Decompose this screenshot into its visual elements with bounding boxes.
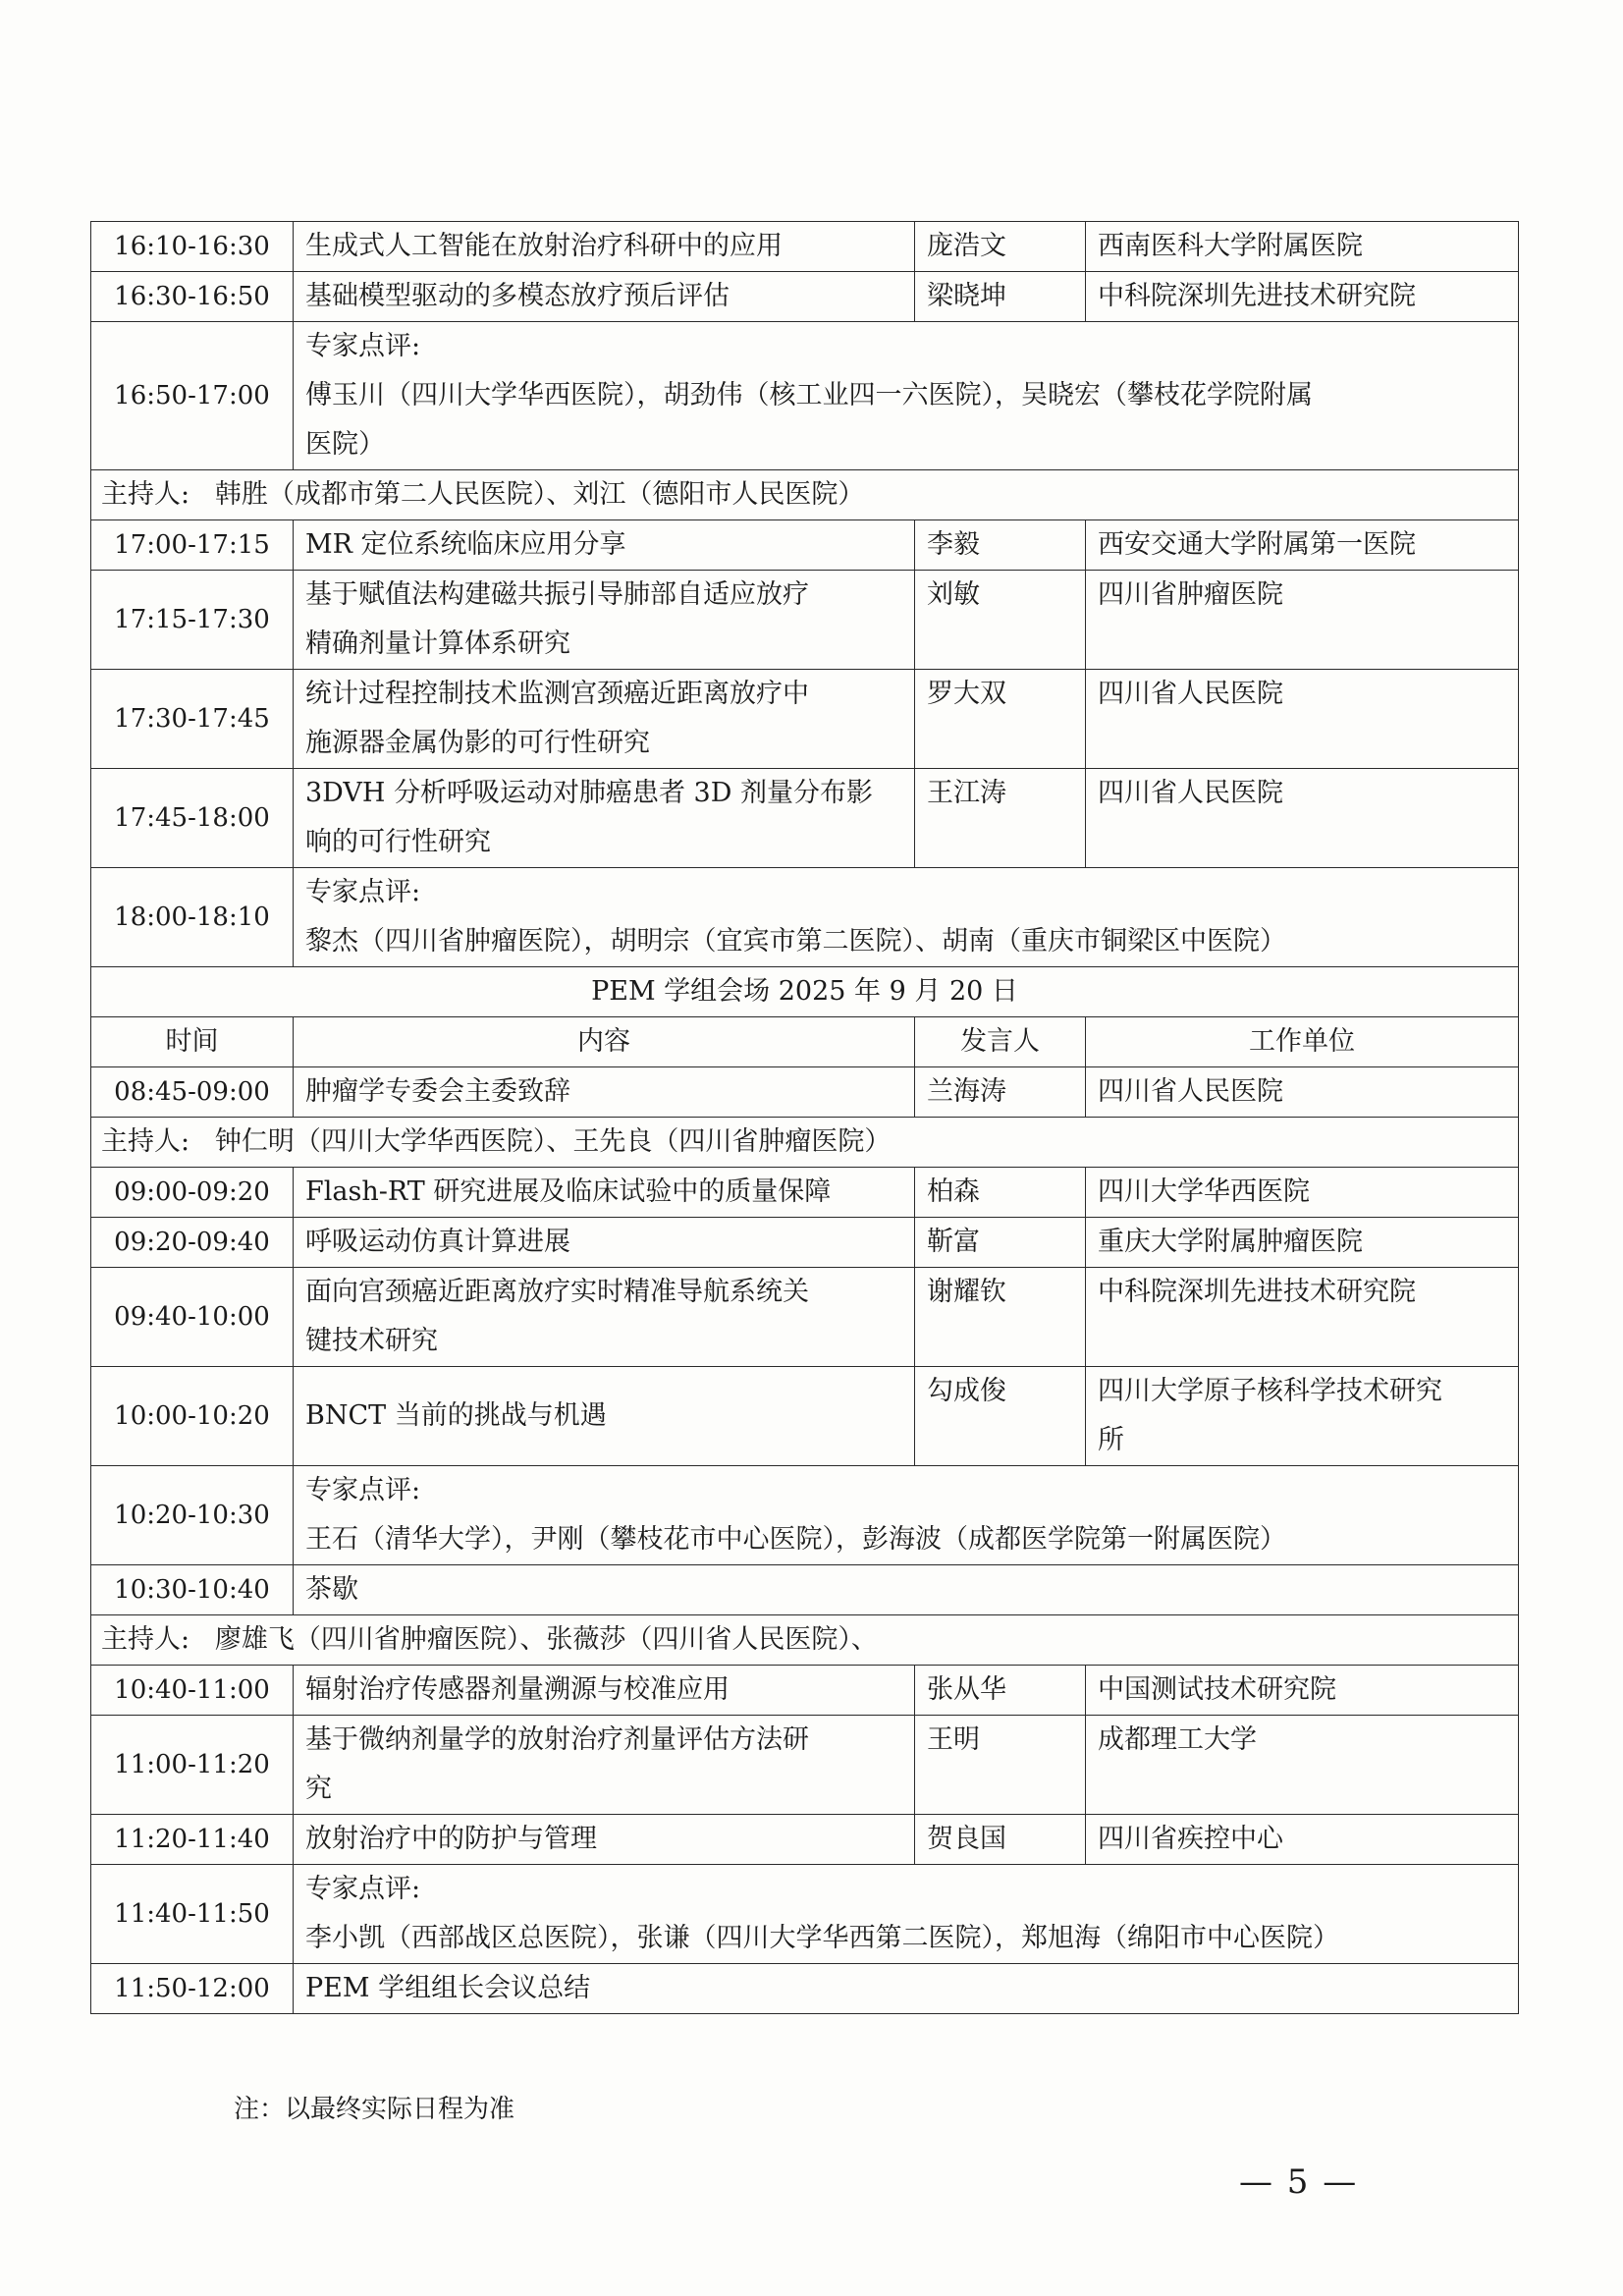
time-cell: 09:20-09:40: [91, 1218, 294, 1268]
schedule-row: [91, 322, 1519, 470]
content-cell: [294, 1815, 915, 1865]
review-line: 王石（清华大学），尹刚（攀枝花市中心医院），彭海波（成都医学院第一附属医院）: [305, 1524, 1286, 1555]
org-line: 四川省人民医院: [1098, 778, 1283, 808]
footnote: 注：以最终实际日程为准: [234, 2095, 515, 2124]
content-line: 面向宫颈癌近距离放疗实时精准导航系统关: [305, 1277, 809, 1307]
org-cell: [1086, 1815, 1519, 1865]
content-line: 施源器金属伪影的可行性研究: [305, 728, 650, 758]
schedule-row: [91, 1565, 1519, 1615]
page-number: — 5 —: [1239, 2162, 1359, 2202]
schedule-row: [91, 470, 1519, 520]
host-cell: 主持人: 廖雄飞（四川省肿瘤医院）、张薇莎（四川省人民医院）、: [91, 1615, 1519, 1666]
content-cell: [294, 1268, 915, 1367]
column-header: 时间: [91, 1017, 294, 1067]
org-cell: [1086, 1367, 1519, 1466]
content-cell: [294, 1218, 915, 1268]
review-line: 黎杰（四川省肿瘤医院），胡明宗（宜宾市第二医院）、胡南（重庆市铜梁区中医院）: [305, 926, 1286, 957]
speaker-cell: 张从华: [915, 1666, 1086, 1716]
column-header: 工作单位: [1086, 1017, 1519, 1067]
review-cell: [294, 322, 1519, 470]
content-line: 3DVH 分析呼吸运动对肺癌患者 3D 剂量分布影: [305, 778, 873, 808]
org-line: 中国测试技术研究院: [1098, 1674, 1336, 1705]
speaker-cell: 罗大双: [915, 670, 1086, 769]
schedule-row: [91, 520, 1519, 571]
content-line: 放射治疗中的防护与管理: [305, 1824, 597, 1854]
review-cell: [294, 868, 1519, 967]
review-line: 专家点评:: [305, 1874, 421, 1904]
speaker-cell: 王明: [915, 1716, 1086, 1815]
content-line: 精确剂量计算体系研究: [305, 629, 570, 659]
content-cell: [294, 1067, 915, 1118]
content-line: 辐射治疗传感器剂量溯源与校准应用: [305, 1674, 730, 1705]
time-cell: 11:00-11:20: [91, 1716, 294, 1815]
schedule-row: [91, 670, 1519, 769]
org-line: 重庆大学附属肿瘤医院: [1098, 1227, 1363, 1257]
schedule-row: [91, 1168, 1519, 1218]
schedule-body: [91, 222, 1519, 2014]
content-cell: [294, 1168, 915, 1218]
time-cell: 09:40-10:00: [91, 1268, 294, 1367]
org-line: 中科院深圳先进技术研究院: [1098, 1277, 1416, 1307]
schedule-row: [91, 967, 1519, 1017]
time-cell: 10:40-11:00: [91, 1666, 294, 1716]
org-line: 西南医科大学附属医院: [1098, 231, 1363, 261]
org-cell: [1086, 769, 1519, 868]
speaker-cell: 庞浩文: [915, 222, 1086, 272]
org-cell: [1086, 1067, 1519, 1118]
org-line: 四川省人民医院: [1098, 679, 1283, 709]
content-line: 基于赋值法构建磁共振引导肺部自适应放疗: [305, 579, 809, 610]
content-cell: [294, 222, 915, 272]
content-line: 键技术研究: [305, 1326, 438, 1356]
host-cell: 主持人: 韩胜（成都市第二人民医院）、刘江（德阳市人民医院）: [91, 470, 1519, 520]
schedule-row: [91, 1367, 1519, 1466]
speaker-cell: 梁晓坤: [915, 272, 1086, 322]
schedule-row: [91, 272, 1519, 322]
org-cell: [1086, 520, 1519, 571]
content-line: 究: [305, 1774, 332, 1804]
time-cell: 11:50-12:00: [91, 1964, 294, 2014]
org-cell: [1086, 1218, 1519, 1268]
content-cell: [294, 670, 915, 769]
content-cell: [294, 769, 915, 868]
schedule-row: [91, 868, 1519, 967]
schedule-row: [91, 1118, 1519, 1168]
time-cell: 17:30-17:45: [91, 670, 294, 769]
content-cell: [294, 520, 915, 571]
content-line: 生成式人工智能在放射治疗科研中的应用: [305, 231, 783, 261]
schedule-row: [91, 1716, 1519, 1815]
column-header: 发言人: [915, 1017, 1086, 1067]
org-line: 成都理工大学: [1098, 1724, 1257, 1755]
content-cell: [294, 571, 915, 670]
speaker-cell: 兰海涛: [915, 1067, 1086, 1118]
schedule-row: [91, 1017, 1519, 1067]
speaker-cell: 刘敏: [915, 571, 1086, 670]
review-line: 专家点评:: [305, 331, 421, 361]
content-cell: [294, 1716, 915, 1815]
review-line: 李小凯（西部战区总医院），张谦（四川大学华西第二医院），郑旭海（绵阳市中心医院）: [305, 1923, 1339, 1953]
speaker-cell: 靳富: [915, 1218, 1086, 1268]
org-line: 四川省肿瘤医院: [1098, 579, 1283, 610]
content-cell: [294, 272, 915, 322]
content-line: 基础模型驱动的多模态放疗预后评估: [305, 281, 730, 311]
review-cell: [294, 1466, 1519, 1565]
break-cell: 茶歇: [294, 1565, 1519, 1615]
content-line: MR 定位系统临床应用分享: [305, 529, 626, 560]
section-title: PEM 学组会场 2025 年 9 月 20 日: [91, 967, 1519, 1017]
review-line: 专家点评:: [305, 877, 421, 907]
speaker-cell: 李毅: [915, 520, 1086, 571]
break-cell: PEM 学组组长会议总结: [294, 1964, 1519, 2014]
org-cell: [1086, 670, 1519, 769]
time-cell: 16:30-16:50: [91, 272, 294, 322]
org-cell: [1086, 1716, 1519, 1815]
time-cell: 17:00-17:15: [91, 520, 294, 571]
column-header: 内容: [294, 1017, 915, 1067]
org-cell: [1086, 1168, 1519, 1218]
schedule-row: [91, 222, 1519, 272]
schedule-row: [91, 1615, 1519, 1666]
speaker-cell: 柏森: [915, 1168, 1086, 1218]
schedule-row: [91, 769, 1519, 868]
schedule-row: [91, 1865, 1519, 1964]
org-line: 四川大学华西医院: [1098, 1176, 1310, 1207]
content-line: Flash-RT 研究进展及临床试验中的质量保障: [305, 1176, 832, 1207]
content-line: 呼吸运动仿真计算进展: [305, 1227, 570, 1257]
time-cell: 10:20-10:30: [91, 1466, 294, 1565]
time-cell: 18:00-18:10: [91, 868, 294, 967]
time-cell: 10:00-10:20: [91, 1367, 294, 1466]
content-cell: [294, 1367, 915, 1466]
time-cell: 10:30-10:40: [91, 1565, 294, 1615]
org-line: 所: [1098, 1425, 1124, 1455]
org-line: 四川省人民医院: [1098, 1076, 1283, 1107]
review-line: 专家点评:: [305, 1475, 421, 1505]
content-cell: [294, 1666, 915, 1716]
schedule-row: [91, 1218, 1519, 1268]
content-line: 肿瘤学专委会主委致辞: [305, 1076, 570, 1107]
org-line: 四川省疾控中心: [1098, 1824, 1283, 1854]
org-cell: [1086, 1268, 1519, 1367]
content-line: 响的可行性研究: [305, 827, 491, 857]
review-line: 傅玉川（四川大学华西医院），胡劲伟（核工业四一六医院），吴晓宏（攀枝花学院附属: [305, 380, 1313, 410]
time-cell: 17:45-18:00: [91, 769, 294, 868]
time-cell: 11:40-11:50: [91, 1865, 294, 1964]
schedule-row: [91, 571, 1519, 670]
org-line: 西安交通大学附属第一医院: [1098, 529, 1416, 560]
org-line: 四川大学原子核科学技术研究: [1098, 1376, 1442, 1406]
time-cell: 09:00-09:20: [91, 1168, 294, 1218]
org-line: 中科院深圳先进技术研究院: [1098, 281, 1416, 311]
schedule-row: [91, 1067, 1519, 1118]
time-cell: 16:50-17:00: [91, 322, 294, 470]
time-cell: 17:15-17:30: [91, 571, 294, 670]
time-cell: 16:10-16:30: [91, 222, 294, 272]
schedule-row: [91, 1815, 1519, 1865]
content-line: 基于微纳剂量学的放射治疗剂量评估方法研: [305, 1724, 809, 1755]
speaker-cell: 勾成俊: [915, 1367, 1086, 1466]
org-cell: [1086, 1666, 1519, 1716]
time-cell: 11:20-11:40: [91, 1815, 294, 1865]
schedule-row: [91, 1964, 1519, 2014]
content-line: 统计过程控制技术监测宫颈癌近距离放疗中: [305, 679, 809, 709]
schedule-row: [91, 1268, 1519, 1367]
schedule-table: [90, 221, 1519, 2014]
review-cell: [294, 1865, 1519, 1964]
schedule-row: [91, 1666, 1519, 1716]
review-line: 医院）: [305, 429, 385, 460]
content-line: BNCT 当前的挑战与机遇: [305, 1400, 607, 1431]
schedule-row: [91, 1466, 1519, 1565]
org-cell: [1086, 571, 1519, 670]
time-cell: 08:45-09:00: [91, 1067, 294, 1118]
speaker-cell: 王江涛: [915, 769, 1086, 868]
speaker-cell: 谢耀钦: [915, 1268, 1086, 1367]
org-cell: [1086, 222, 1519, 272]
host-cell: 主持人: 钟仁明（四川大学华西医院）、王先良（四川省肿瘤医院）: [91, 1118, 1519, 1168]
org-cell: [1086, 272, 1519, 322]
speaker-cell: 贺良国: [915, 1815, 1086, 1865]
